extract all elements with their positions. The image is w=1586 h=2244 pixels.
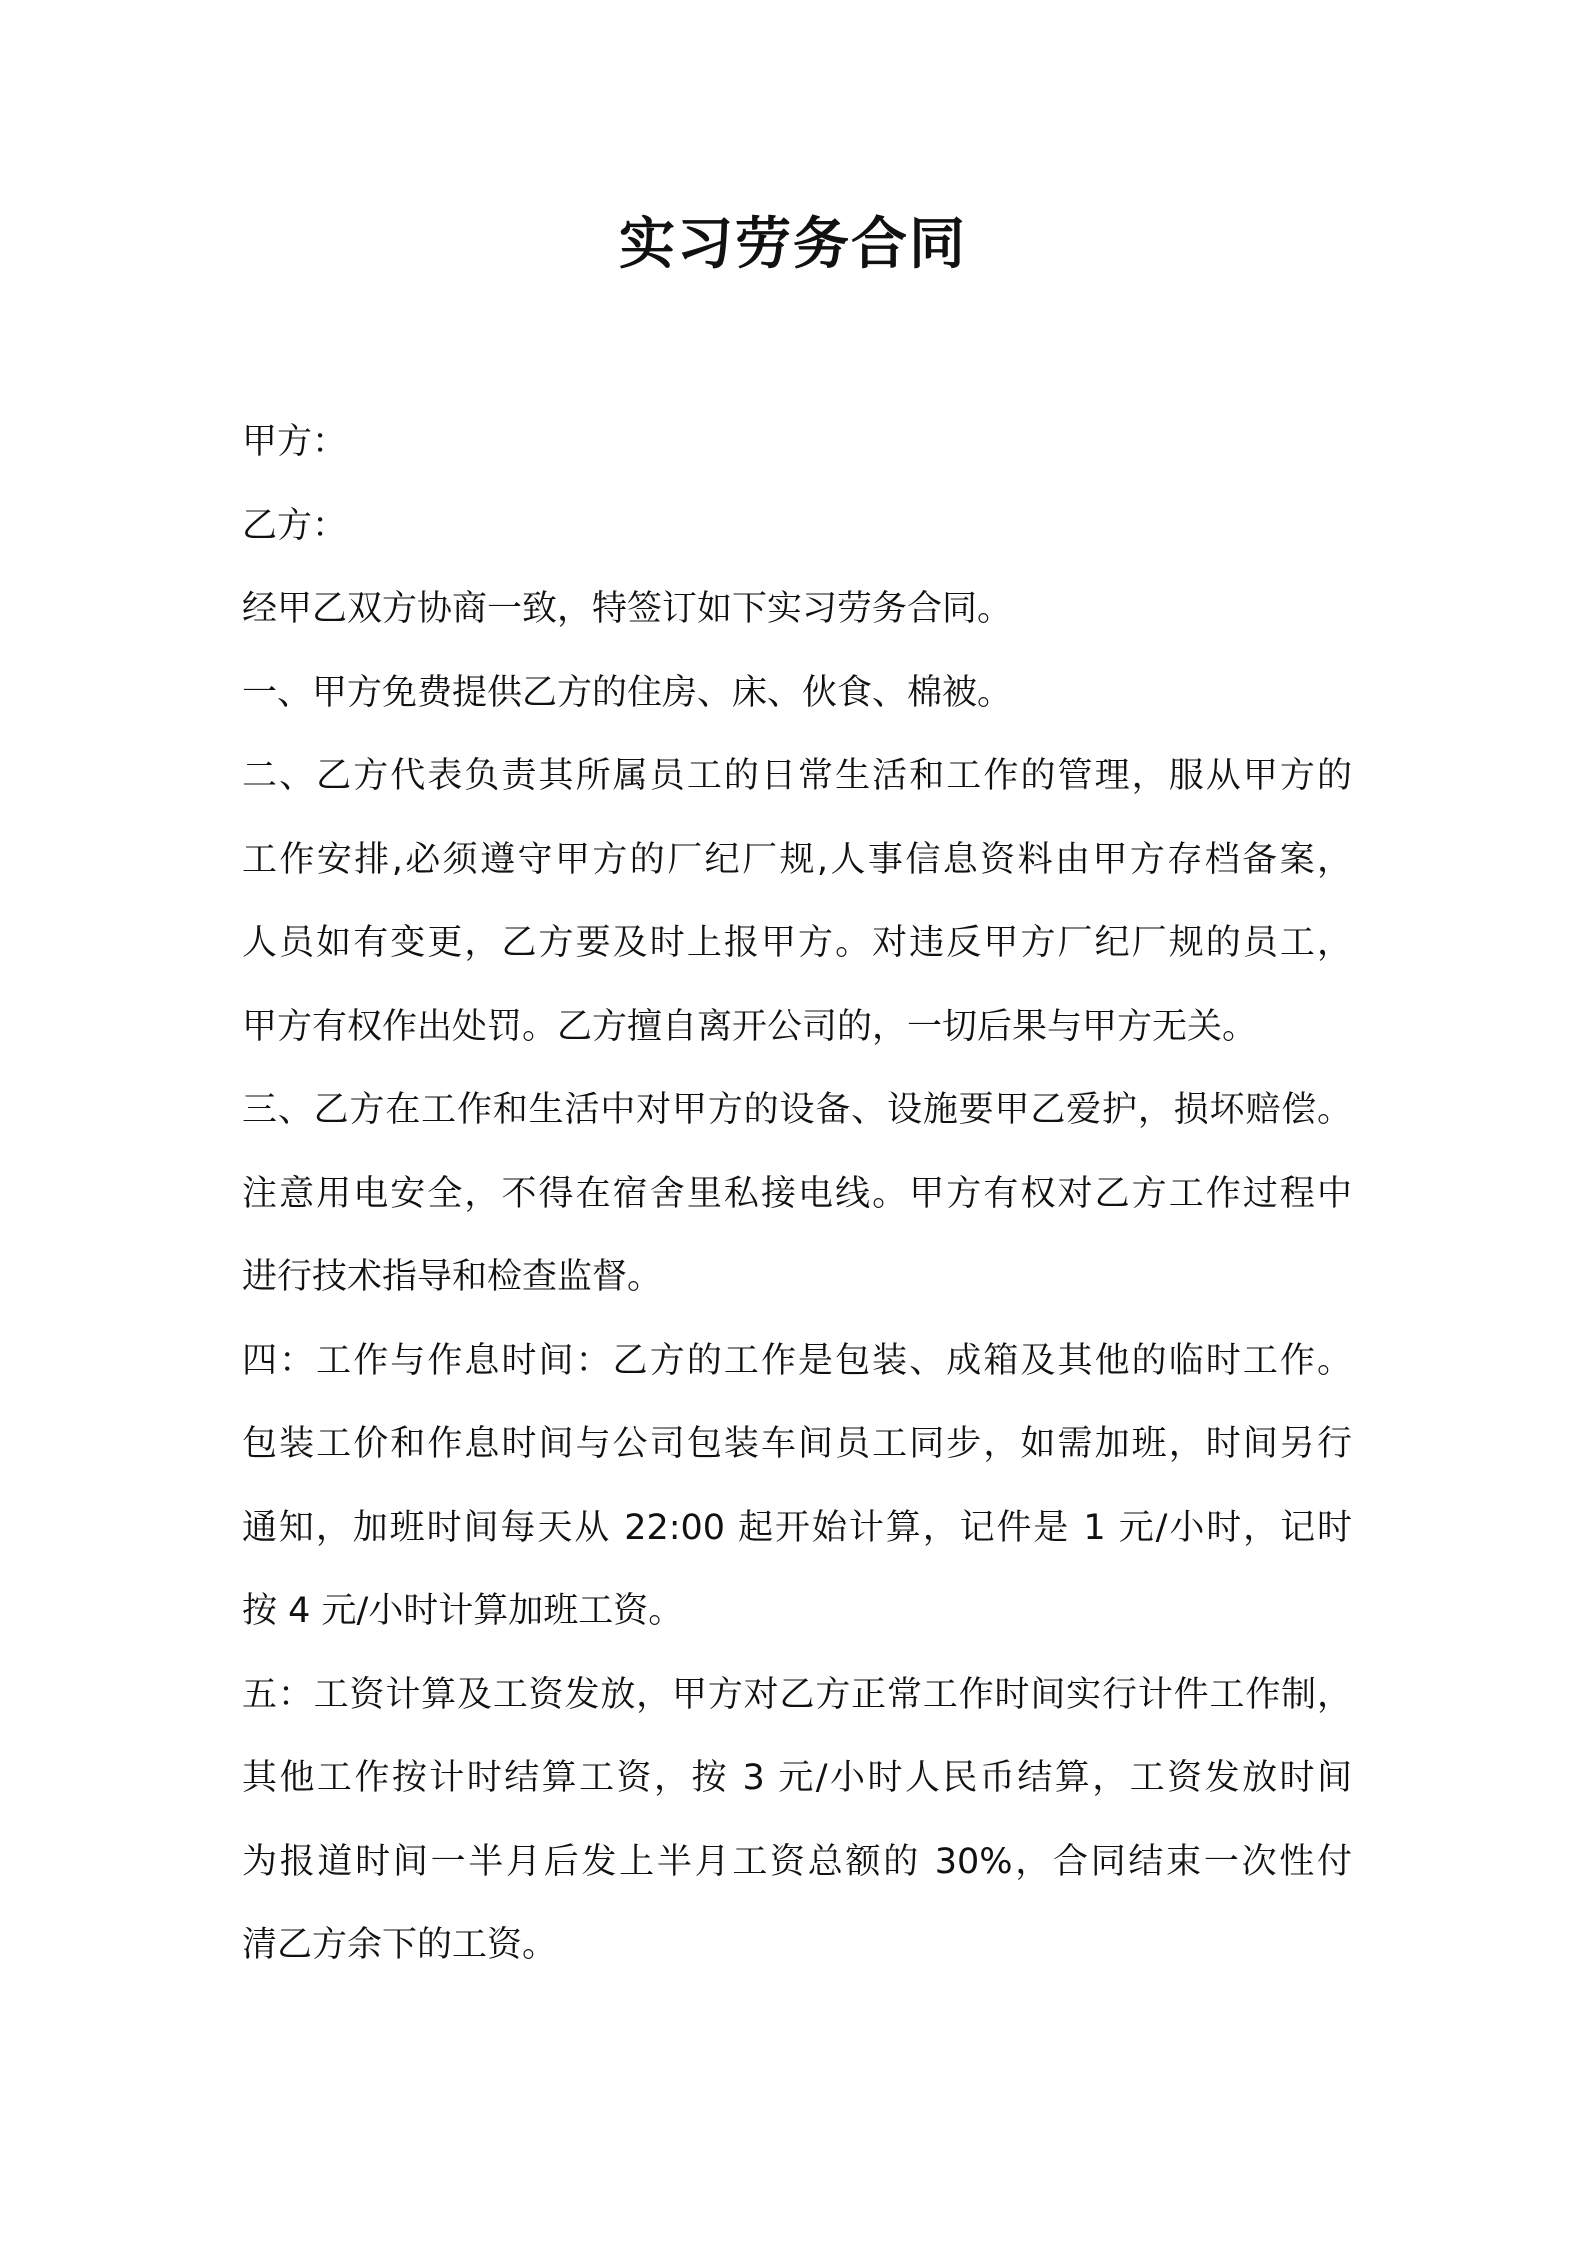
clause-5-line: 五：工资计算及工资发放，甲方对乙方正常工作时间实行计件工作制， [242,1674,1352,1715]
clause-2-line: 甲方有权作出处罚。乙方擅自离开公司的，一切后果与甲方无关。 [242,1006,1258,1047]
clause-3-line: 三、乙方在工作和生活中对甲方的设备、设施要甲乙爱护，损坏赔偿。 [242,1090,1352,1130]
clause-5-line: 为报道时间一半月后发上半月工资总额的 30%，合同结束一次性付 [242,1841,1352,1882]
party-b-line: 乙方： [242,505,348,546]
clause-1-line: 一、甲方免费提供乙方的住房、床、伙食、棉被。 [242,672,1013,713]
party-a-line: 甲方： [242,422,348,462]
document-title: 实习劳务合同 [619,212,967,277]
clause-2-line: 人员如有变更，乙方要及时上报甲方。对违反甲方厂纪厂规的员工， [242,923,1352,963]
clause-2-line: 二、乙方代表负责其所属员工的日常生活和工作的管理，服从甲方的 [242,756,1352,796]
clause-3-line: 进行技术指导和检查监督。 [242,1257,663,1297]
document-body [242,401,1352,1988]
preamble-line: 经甲乙双方协商一致，特签订如下实习劳务合同。 [242,589,1013,629]
clause-2-line: 工作安排,必须遵守甲方的厂纪厂规,人事信息资料由甲方存档备案， [242,839,1352,880]
clause-4-line: 包装工价和作息时间与公司包装车间员工同步，如需加班，时间另行 [242,1424,1352,1464]
clause-5-line: 清乙方余下的工资。 [242,1925,558,1965]
clause-4-line: 按 4 元/小时计算加班工资。 [242,1591,684,1631]
clause-4-line: 通知，加班时间每天从 22:00 起开始计算，记件是 1 元/小时，记时 [242,1507,1352,1548]
clause-4-line: 四：工作与作息时间：乙方的工作是包装、成箱及其他的临时工作。 [242,1340,1352,1381]
clause-5-line: 其他工作按计时结算工资，按 3 元/小时人民币结算，工资发放时间 [242,1758,1352,1798]
clause-3-line: 注意用电安全，不得在宿舍里私接电线。甲方有权对乙方工作过程中 [242,1173,1352,1214]
